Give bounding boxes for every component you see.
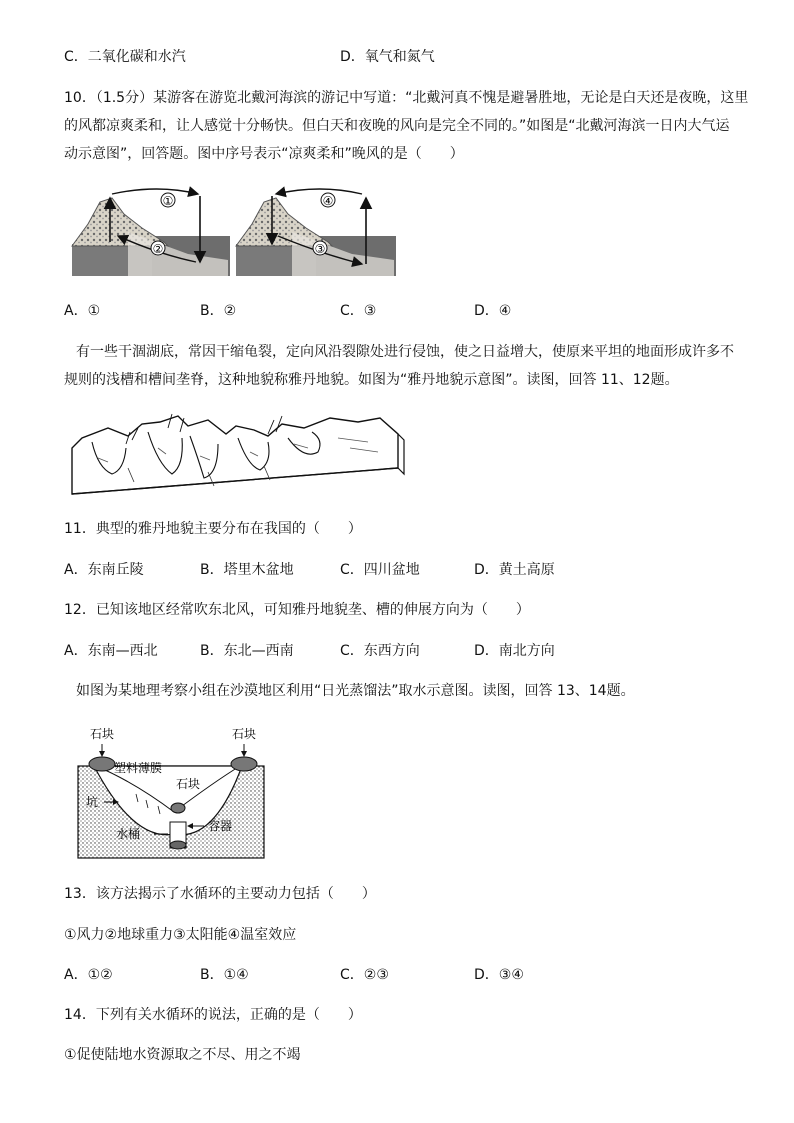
label-stone-middle: 石块 — [176, 777, 201, 791]
q12-stem: 12．已知该地区经常吹东北风，可知雅丹地貌垄、槽的伸展方向为（ ） — [64, 602, 530, 618]
q9-option-c: C．二氧化碳和水汽 — [64, 49, 186, 65]
q9-option-d: D．氧气和氮气 — [340, 49, 435, 65]
diagram-panel-night — [236, 189, 396, 276]
q13-statements: ①风力②地球重力③太阳能④温室效应 — [64, 927, 297, 943]
q13-option-a: A．①② — [64, 967, 113, 983]
diagram-panel-day — [72, 189, 230, 276]
fig-label-4: ④ — [322, 194, 334, 208]
label-stone-left: 石块 — [90, 727, 115, 741]
q13-option-d: D．③④ — [474, 967, 524, 983]
q10-option-c: C．③ — [340, 303, 377, 319]
fig-label-2: ② — [152, 242, 164, 256]
yardang-landform-diagram — [68, 408, 408, 498]
q11-option-b: B．塔里木盆地 — [200, 562, 294, 578]
label-container: 容器 — [208, 819, 233, 833]
q12-option-b: B．东北—西南 — [200, 643, 294, 659]
q13-option-c: C．②③ — [340, 967, 389, 983]
q10-option-b: B．② — [200, 303, 237, 319]
q11-option-c: C．四川盆地 — [340, 562, 420, 578]
q10-stem-line-2: 的风都凉爽柔和，让人感觉十分畅快。但白天和夜晚的风向是完全不同的。”如图是“北戴河海滨一日内大气运 — [64, 118, 730, 134]
q12-option-d: D．南北方向 — [474, 643, 555, 659]
label-bucket: 水桶 — [116, 827, 141, 841]
q12-option-c: C．东西方向 — [340, 643, 420, 659]
fig-label-3: ③ — [314, 242, 326, 256]
q11-option-a: A．东南丘陵 — [64, 562, 144, 578]
q10-stem-line-3: 动示意图”，回答题。图中序号表示“凉爽柔和”晚风的是（ ） — [64, 146, 464, 162]
solar-intro: 如图为某地理考察小组在沙漠地区利用“日光蒸馏法”取水示意图。读图，回答 13、14题。 — [76, 683, 635, 699]
q10-option-a: A．① — [64, 303, 101, 319]
q11-stem: 11．典型的雅丹地貌主要分布在我国的（ ） — [64, 521, 362, 537]
fig-label-1: ① — [162, 194, 174, 208]
q13-stem: 13．该方法揭示了水循环的主要动力包括（ ） — [64, 886, 376, 902]
q10-option-d: D．④ — [474, 303, 512, 319]
q10-stem-line-1: 10．（1.5分）某游客在游览北戴河海滨的游记中写道：“北戴河真不愧是避暑胜地，无论是白天还是夜晚，这里 — [64, 90, 749, 106]
label-plastic-film: 塑料薄膜 — [114, 761, 163, 775]
q13-option-b: B．①④ — [200, 967, 249, 983]
q14-stem: 14．下列有关水循环的说法，正确的是（ ） — [64, 1007, 362, 1023]
label-stone-right: 石块 — [232, 727, 257, 741]
q14-statement-1: ①促使陆地水资源取之不尽、用之不竭 — [64, 1047, 301, 1063]
yardang-intro-line-2: 规则的浅槽和槽间垄脊，这种地貌称雅丹地貌。如图为“雅丹地貌示意图”。读图，回答 11、12题。 — [64, 372, 679, 388]
q11-option-d: D．黄土高原 — [474, 562, 555, 578]
yardang-intro-line-1: 有一些干涸湖底，常因干缩龟裂，定向风沿裂隙处进行侵蚀，使之日益增大，使原来平坦的地面形成许多不 — [76, 344, 734, 360]
q12-option-a: A．东南—西北 — [64, 643, 158, 659]
coastal-wind-diagram — [68, 184, 400, 278]
label-pit: 坑 — [86, 795, 99, 809]
solar-still-diagram — [74, 722, 274, 862]
